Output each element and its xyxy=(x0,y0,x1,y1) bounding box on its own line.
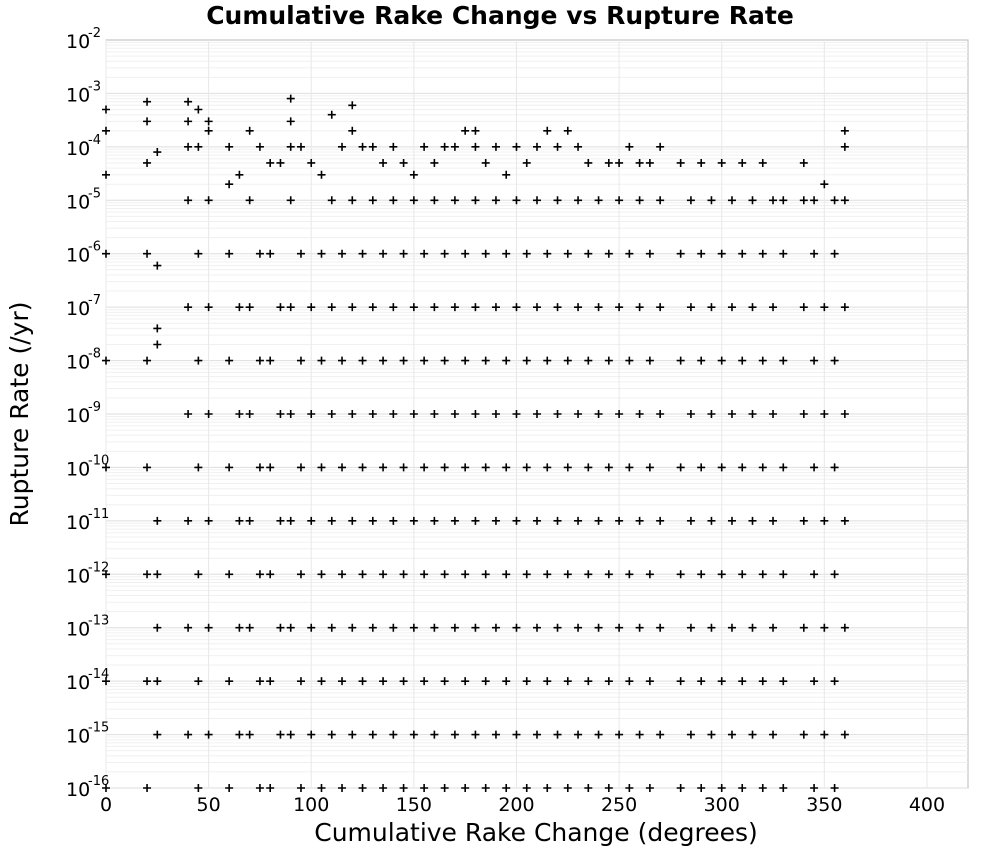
y-tick-exponent: -12 xyxy=(88,560,110,576)
y-tick-exponent: -9 xyxy=(88,400,101,415)
y-tick-exponent: -16 xyxy=(88,774,110,789)
y-tick-base: 10 xyxy=(66,672,91,695)
y-tick-base: 10 xyxy=(66,31,91,53)
y-tick-base: 10 xyxy=(66,137,91,160)
y-tick-exponent: -4 xyxy=(88,132,101,148)
y-tick-base: 10 xyxy=(66,458,91,481)
y-tick-exponent: -15 xyxy=(88,720,110,736)
x-axis-label: Cumulative Rake Change (degrees) xyxy=(314,818,758,847)
x-tick-label: 300 xyxy=(703,794,740,816)
x-tick-label: 0 xyxy=(99,794,113,816)
x-tick-label: 150 xyxy=(395,794,432,816)
y-tick-exponent: -6 xyxy=(88,239,101,255)
chart-title: Cumulative Rake Change vs Rupture Rate xyxy=(206,1,794,30)
y-axis-label: Rupture Rate (/yr) xyxy=(5,301,34,527)
y-tick-base: 10 xyxy=(66,191,91,214)
x-tick-label: 50 xyxy=(196,794,221,816)
y-tick-exponent: -11 xyxy=(88,506,110,522)
y-tick-exponent: -2 xyxy=(88,26,101,41)
y-tick-exponent: -3 xyxy=(88,79,101,95)
y-tick-base: 10 xyxy=(66,618,91,641)
y-tick-exponent: -7 xyxy=(88,293,101,309)
y-tick-base: 10 xyxy=(66,511,91,534)
y-tick-base: 10 xyxy=(66,298,91,321)
y-tick-base: 10 xyxy=(66,244,91,267)
x-tick-label: 100 xyxy=(293,794,330,816)
y-tick-exponent: -13 xyxy=(88,613,110,629)
y-tick-exponent: -8 xyxy=(88,346,101,362)
y-tick-base: 10 xyxy=(66,725,91,748)
y-tick-exponent: -5 xyxy=(88,186,101,202)
x-tick-label: 400 xyxy=(908,794,946,816)
y-tick-base: 10 xyxy=(66,565,91,588)
y-tick-base: 10 xyxy=(66,351,91,374)
y-tick-exponent: -10 xyxy=(88,453,110,469)
y-tick-exponent: -14 xyxy=(88,667,110,683)
y-tick-base: 10 xyxy=(66,779,91,801)
y-tick-base: 10 xyxy=(66,405,91,427)
y-tick-base: 10 xyxy=(66,84,91,107)
x-tick-label: 350 xyxy=(806,794,843,816)
x-tick-label: 250 xyxy=(600,794,638,816)
x-tick-label: 200 xyxy=(498,794,535,816)
